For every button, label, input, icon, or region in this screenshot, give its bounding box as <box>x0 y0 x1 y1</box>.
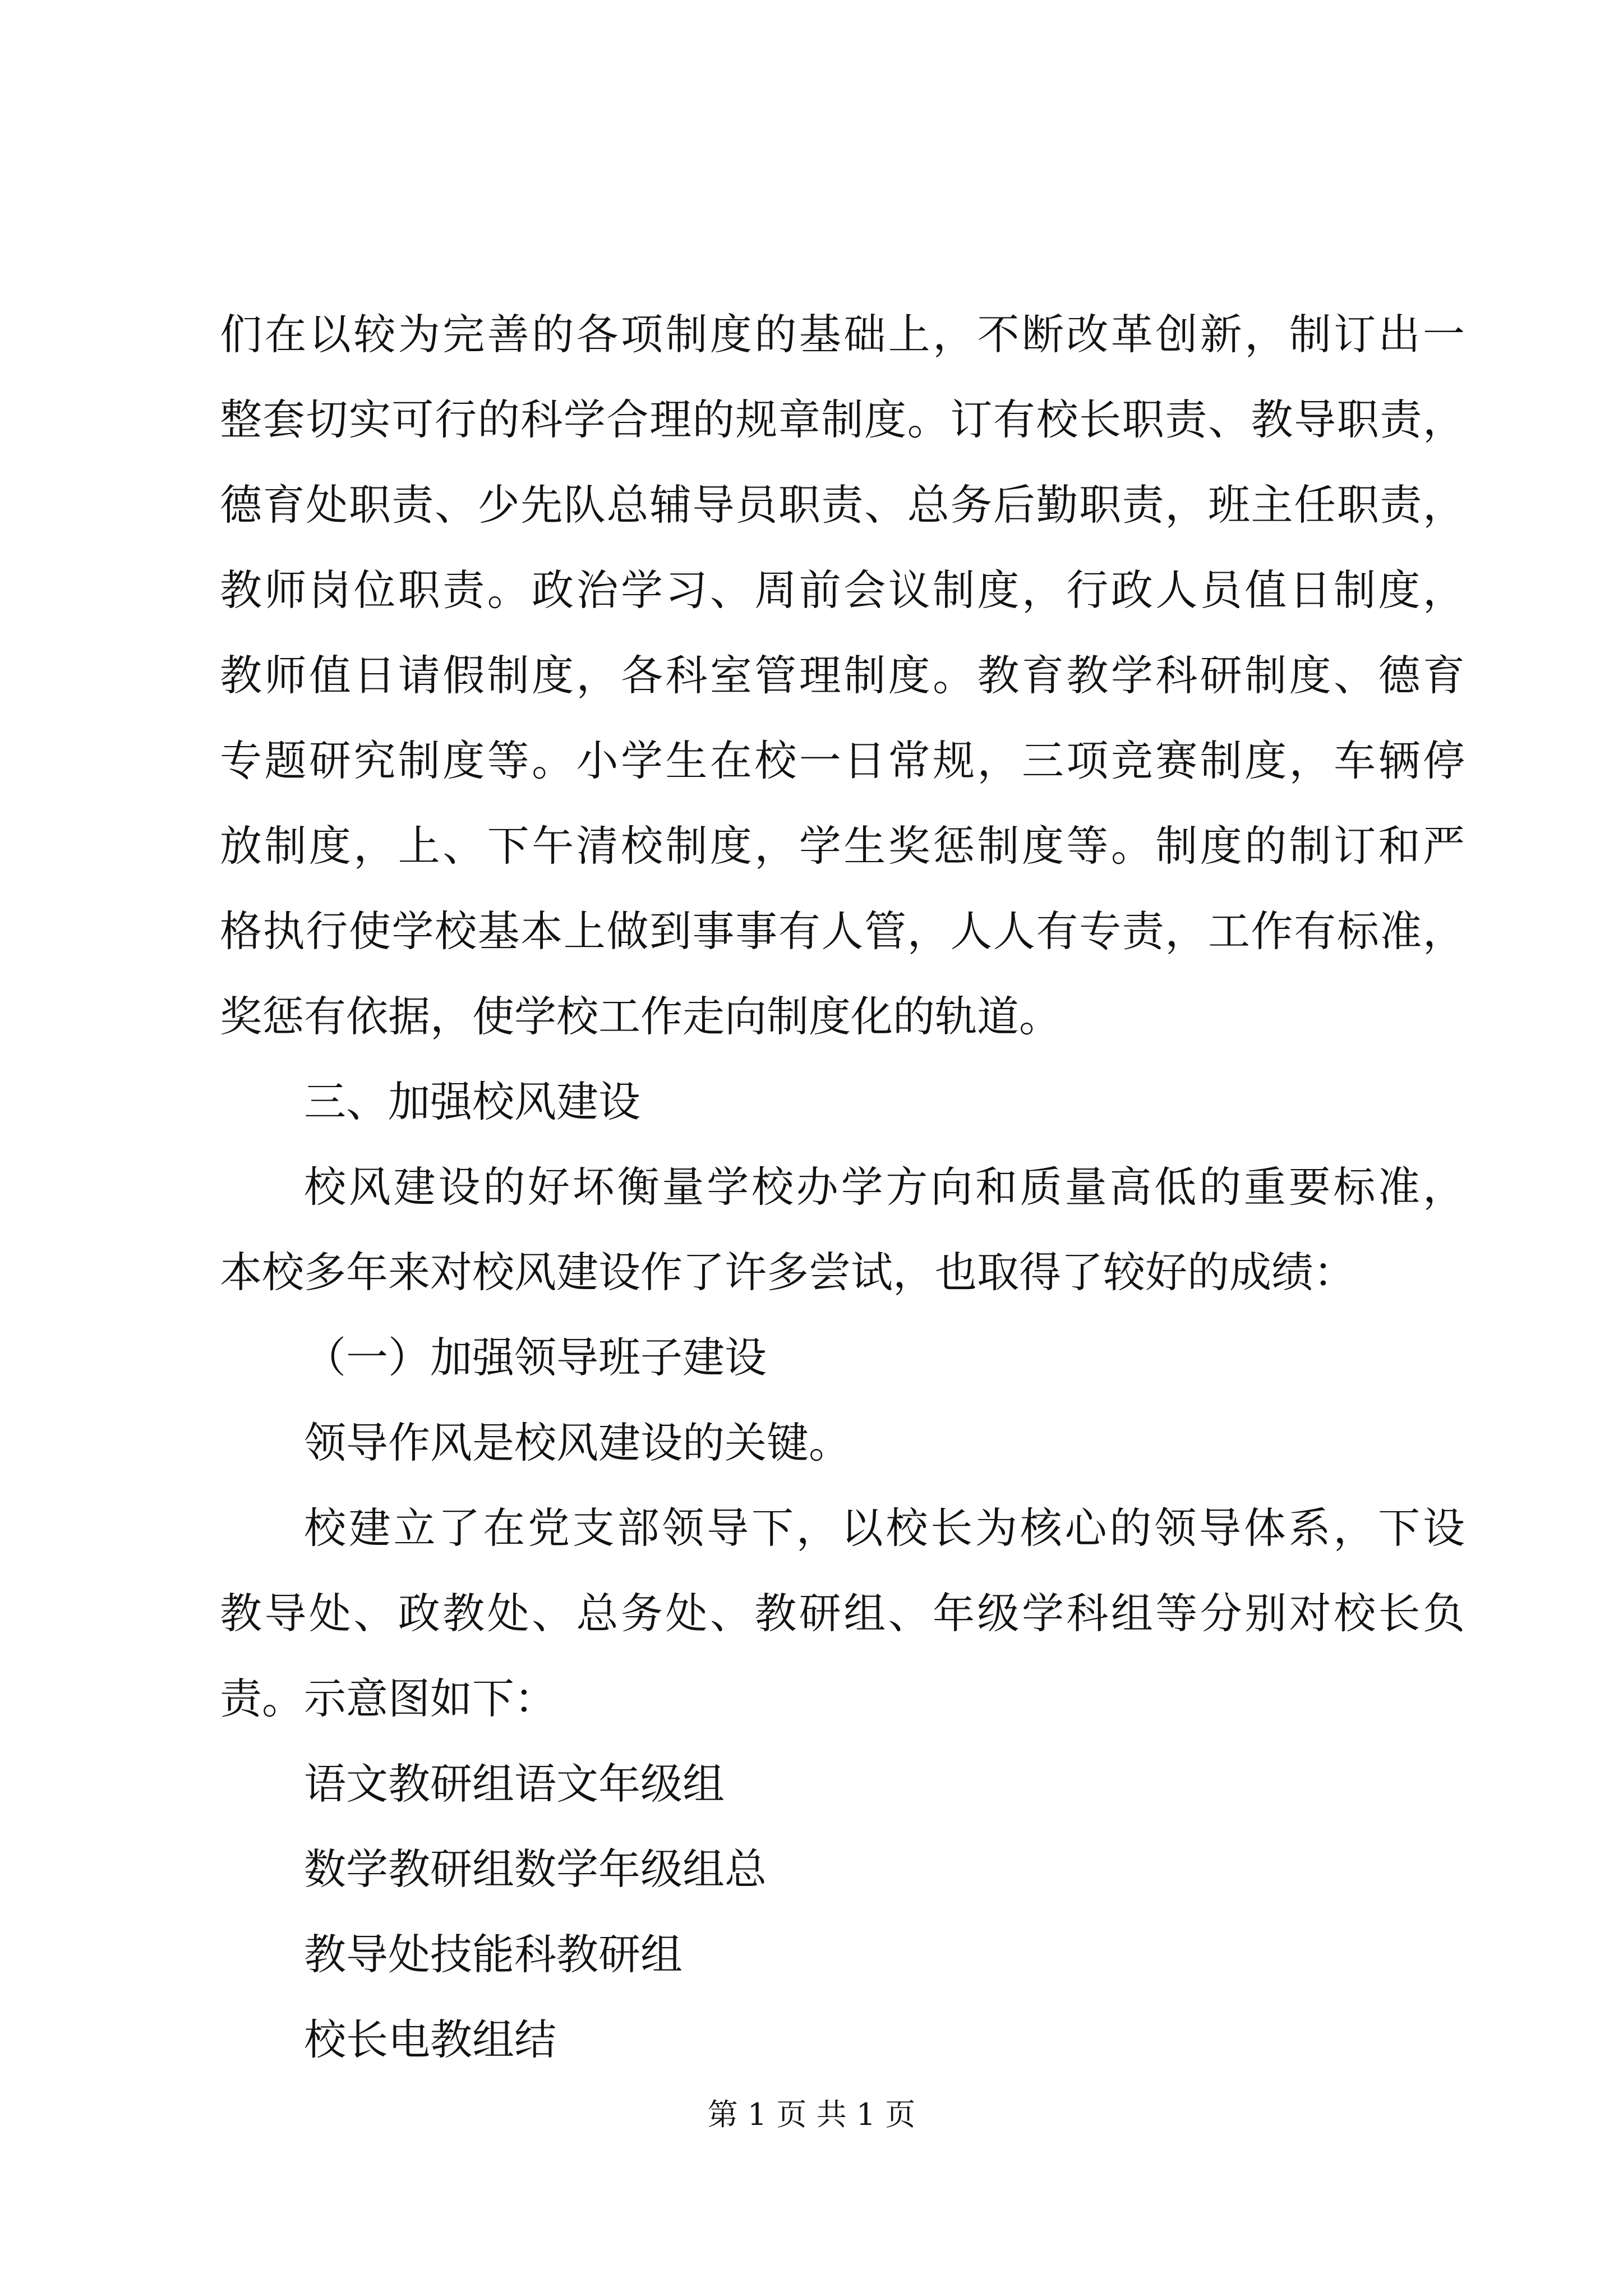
text-line: 责。示意图如下： <box>220 1674 557 1723</box>
text-line: 语文教研组语文年级组 <box>304 1759 725 1809</box>
text-line: 本校多年来对校风建设作了许多尝试，也取得了较好的成绩： <box>220 1248 1356 1297</box>
subsection-heading <box>220 1315 1465 1400</box>
text-line: 校风建设的好坏衡量学校办学方向和质量高低的重要标准， <box>304 1162 1465 1212</box>
paragraph <box>220 1912 1465 1997</box>
text-line: 们在以较为完善的各项制度的基础上，不断改革创新，制订出一 <box>220 310 1465 359</box>
paragraph <box>220 292 1465 1059</box>
text-line: 教导处、政教处、总务处、教研组、年级学科组等分别对校长负 <box>220 1589 1465 1638</box>
section-heading <box>220 1059 1465 1144</box>
text-line: 教师岗位职责。政治学习、周前会议制度，行政人员值日制度， <box>220 565 1465 615</box>
document-body <box>220 292 1465 2082</box>
page-footer <box>0 2095 1623 2134</box>
paragraph <box>220 1826 1465 1912</box>
text-line: 教导处技能科教研组 <box>304 1930 683 1979</box>
heading-text: （一）加强领导班子建设 <box>304 1333 767 1382</box>
text-line: 领导作风是校风建设的关键。 <box>304 1418 851 1467</box>
text-line: 校长电教组结 <box>304 2015 557 2064</box>
text-line: 德育处职责、少先队总辅导员职责、总务后勤职责，班主任职责， <box>220 480 1465 530</box>
text-line: 整套切实可行的科学合理的规章制度。订有校长职责、教导职责， <box>220 395 1465 444</box>
text-line: 数学教研组数学年级组总 <box>304 1844 767 1894</box>
paragraph <box>220 1400 1465 1485</box>
text-line: 校建立了在党支部领导下，以校长为核心的领导体系，下设 <box>304 1503 1465 1553</box>
paragraph <box>220 1144 1465 1315</box>
paragraph <box>220 1741 1465 1826</box>
text-line: 教师值日请假制度，各科室管理制度。教育教学科研制度、德育 <box>220 651 1465 700</box>
paragraph <box>220 1485 1465 1741</box>
text-line: 专题研究制度等。小学生在校一日常规，三项竞赛制度，车辆停 <box>220 736 1465 785</box>
paragraph <box>220 1997 1465 2082</box>
text-line: 放制度，上、下午清校制度，学生奖惩制度等。制度的制订和严 <box>220 821 1465 871</box>
page-number: 第 1 页 共 1 页 <box>707 2097 916 2132</box>
text-line: 格执行使学校基本上做到事事有人管，人人有专责，工作有标准， <box>220 907 1465 956</box>
heading-text: 三、加强校风建设 <box>304 1077 641 1126</box>
text-line: 奖惩有依据，使学校工作走向制度化的轨道。 <box>220 992 1062 1041</box>
